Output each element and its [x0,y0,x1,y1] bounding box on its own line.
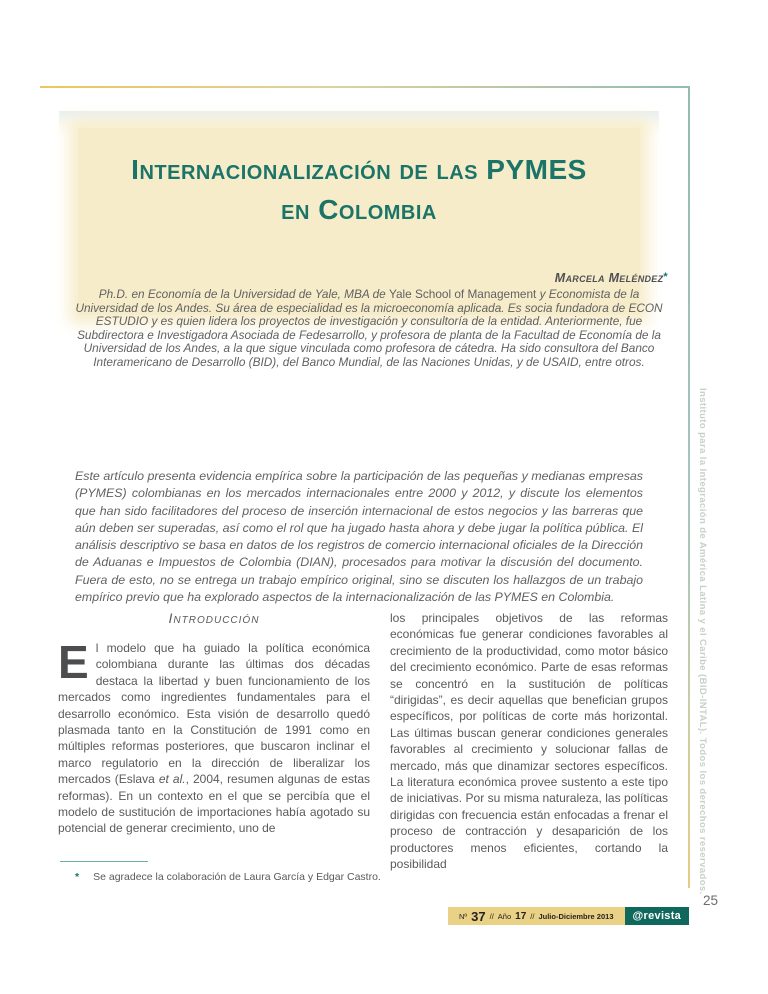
author-name-text: Marcela Meléndez [554,271,664,285]
right-column [390,610,668,873]
author-bio [70,288,668,370]
intro-paragraph-left [58,636,370,837]
left-paragraph-text-1: l modelo que ha guiado la política económica colombiana durante las últimas dos décadas destaca la libertad y buen funcionamiento de los mercados como ingredientes fundamentales para el desarrollo económico. Esta visión de desarrollo quedó plasmada tanto en la Constitución de 1991 como en múltiples reformas posteriores, que buscaron inclinar el marco regulatorio en la dirección de liberalizar los mercados (Eslava [58,641,370,787]
issue-prefix: Nº [459,911,468,921]
page-number: 25 [703,893,719,908]
body-columns [58,610,668,873]
year-number: 17 [515,910,527,922]
left-column [58,610,370,873]
year-label: Año [497,911,512,921]
article-title-line1: Internacionalización de las PYMES [131,154,587,185]
author-bio-part2: y Economista de la Universidad de los Andes. Su área de especialidad es la microeconomía aplicada. Es socia fundadora de ECON ESTUDIO y es quien lidera los proyectos de investigación y consultoría de la entidad. Anteriormente, fue Subdirectora e Investigadora Asociada de Fedesarrollo, y profesora de planta de la Facultad de Economía de la Universidad de los Andes, a la que sigue vinculada como profesora de cátedra. Ha sido consultora del Banco Interamericano de Desarrollo (BID), del Banco Mundial, de las Naciones Unidas, y de USAID, entre otros. [75,287,663,369]
separator-2: // [530,911,535,921]
left-paragraph-text-2: , 2004, resumen algunas de estas reformas). En un contexto en el que se percibía que el modelo de sustitución de importaciones había agotado su potencial de generar crecimiento, uno de [58,772,370,836]
article-title-line2: en Colombia [281,194,437,225]
left-paragraph-etal: et al. [158,772,186,787]
footer-badges [448,907,689,925]
section-heading-introduccion: Introducción [168,610,260,626]
intro-paragraph-right: los principales objetivos de las reformas económicas fue generar condiciones favorables al crecimiento de la productividad, como motor básico del crecimiento económico. Parte de esas reformas se concentró en la sustitución de políticas “dirigidas”, es decir aquellas que benefician grupos específicos, por políticas de corte más horizontal. Las últimas buscan generar condiciones generales favorables al crecimiento y solucionar fallas de mercado, más que dinamizar sectores específicos. La literatura económica provee sustento a este tipo de iniciativas. Por su misma naturaleza, las políticas dirigidas con frecuencia están enfocadas a frenar el proceso de contracción y desaparición de los productores menos eficientes, cortando la posibilidad [390,611,668,872]
footnote-divider [60,861,148,862]
issue-number: 37 [471,908,486,924]
separator-1: // [489,911,494,921]
author-footnote-marker: * [663,271,668,283]
footnote-text: Se agradece la colaboración de Laura García y Edgar Castro. [93,871,381,883]
right-border-line [688,86,690,888]
institute-vertical-text: Instituto para la Integración de América Latina y el Caribe (BID-INTAL). Todos los derechos reservados. [697,388,708,895]
issue-period: Julio-Diciembre 2013 [538,911,614,921]
journal-brand-badge: @revista [625,907,690,925]
abstract-paragraph: Este artículo presenta evidencia empírica sobre la participación de las pequeñas y medianas empresas (PYMES) colombianas en los mercados internacionales entre 2000 y 2012, y discute los elementos que han sido facilitadores del proceso de inserción internacional de estos negocios y las barreras que aún deben ser superadas, así como el rol que ha jugado hasta ahora y debe jugar la política pública. El análisis descriptivo se basa en datos de los registros de comercio internacional oficiales de la Dirección de Aduanas e Impuestos de Colombia (DIAN), procesados para motivar la discusión del documento. Fuera de esto, no se entrega un trabajo empírico original, sino se discuten los hallazgos de un trabajo empírico previo que ha explorado aspectos de la internacionalización de las PYMES en Colombia. [75,469,643,605]
footnote-marker: * [75,871,80,883]
footnote [75,871,495,883]
top-border-line [40,86,690,88]
author-name [70,271,668,285]
issue-badge [448,907,625,925]
author-bio-school: Yale School of Management [388,287,537,301]
drop-cap: E [58,636,89,688]
author-bio-part1: Ph.D. en Economía de la Universidad de Yale, MBA de [98,287,389,301]
author-block [70,271,668,370]
